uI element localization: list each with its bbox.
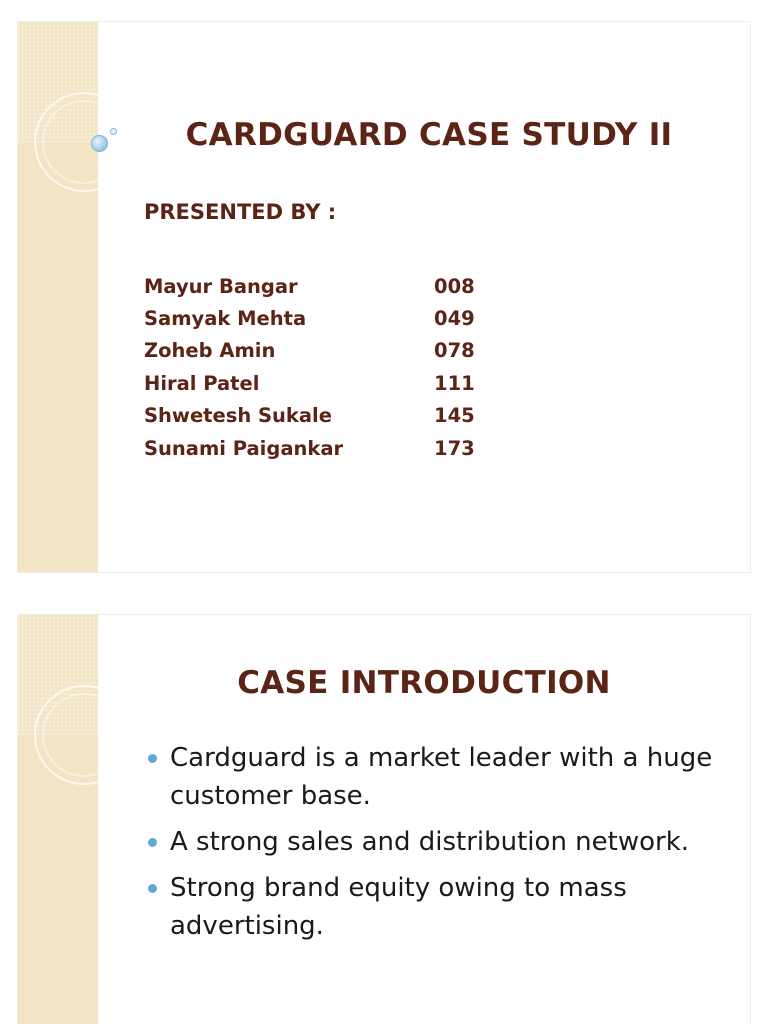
bullet-dot-icon — [148, 754, 157, 763]
bullet-text: Cardguard is a market leader with a huge customer base. — [170, 743, 713, 811]
member-name: Samyak Mehta — [144, 307, 307, 331]
decorative-side-band — [18, 22, 98, 572]
member-row — [144, 367, 544, 399]
member-name: Sunami Paigankar — [144, 436, 344, 460]
member-row — [144, 302, 544, 334]
bullet-item — [148, 823, 738, 861]
member-row — [144, 335, 544, 367]
slide-title — [18, 22, 750, 572]
member-name: Hiral Patel — [144, 371, 260, 395]
member-name: Zoheb Amin — [144, 339, 276, 363]
bullet-list — [148, 739, 738, 953]
bullet-item — [148, 869, 738, 945]
member-row — [144, 400, 544, 432]
slide-case-introduction — [18, 615, 750, 1024]
bullet-dot-icon — [148, 838, 157, 847]
member-id: 145 — [434, 404, 475, 428]
member-id: 173 — [434, 436, 475, 460]
bullet-text: A strong sales and distribution network. — [170, 827, 690, 857]
member-id: 008 — [434, 274, 475, 298]
presented-by-label: PRESENTED BY : — [144, 200, 337, 224]
member-list — [144, 270, 544, 464]
member-id: 049 — [434, 307, 475, 331]
member-row — [144, 432, 544, 464]
slide-title-heading: CASE INTRODUCTION — [237, 665, 611, 701]
member-row — [144, 270, 544, 302]
decorative-side-band — [18, 615, 98, 1024]
member-name: Shwetesh Sukale — [144, 404, 332, 428]
member-id: 111 — [434, 371, 475, 395]
bullet-text: Strong brand equity owing to mass advertising. — [170, 873, 627, 941]
slide-title-heading: CARDGUARD CASE STUDY II — [185, 117, 673, 153]
member-name: Mayur Bangar — [144, 274, 298, 298]
bullet-dot-icon — [148, 884, 157, 893]
member-id: 078 — [434, 339, 475, 363]
decorative-ring-inner — [42, 693, 126, 777]
bullet-item — [148, 739, 738, 815]
